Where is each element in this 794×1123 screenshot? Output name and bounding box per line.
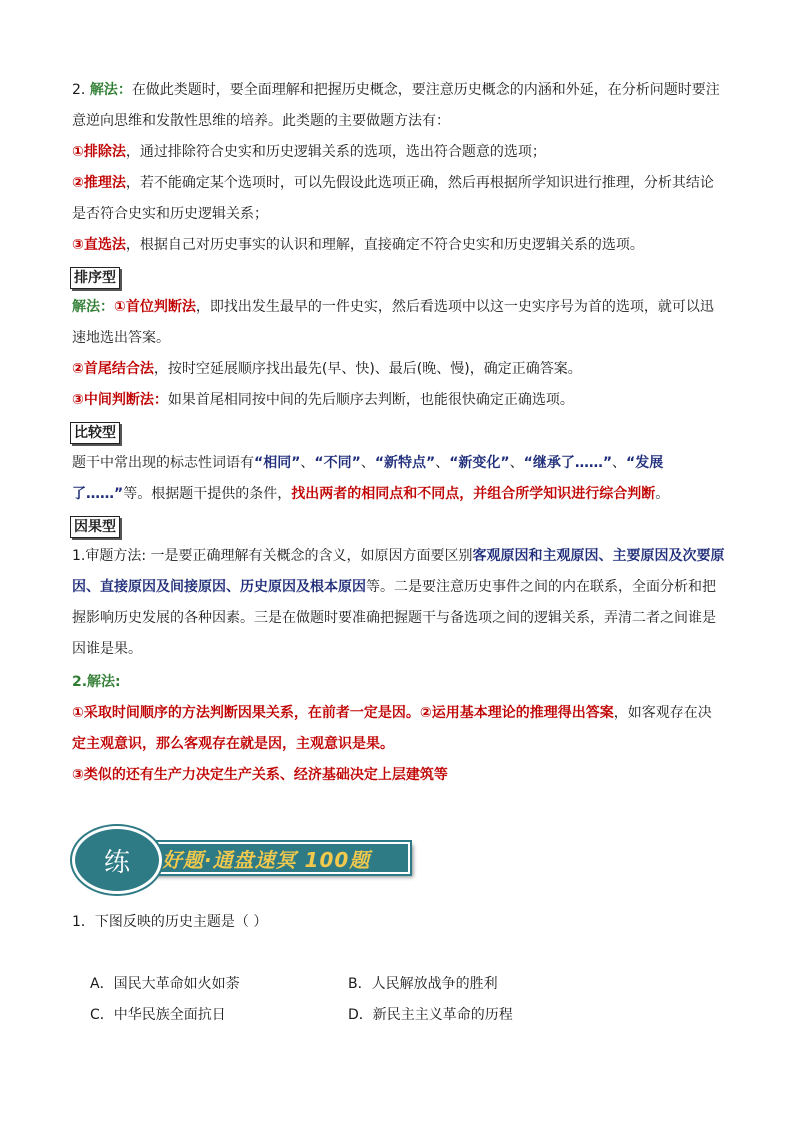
keyword: “不同” bbox=[314, 455, 361, 471]
causal-method-line-2 bbox=[72, 734, 394, 754]
causal-line-1 bbox=[72, 546, 725, 566]
text: 因谁是果。 bbox=[72, 641, 142, 657]
comparison-line-2 bbox=[72, 484, 669, 504]
method-label: ③中间判断法： bbox=[72, 392, 168, 408]
section-label-sorting: 排序型 bbox=[70, 267, 120, 289]
text: 在做此类题时，要全面理解和把握历史概念，要注意历史概念的内涵和外延，在分析问题时要注 bbox=[131, 82, 720, 98]
separator: 、 bbox=[612, 455, 627, 471]
text: 1.审题方法: 一是要正确理解有关概念的含义，如原因方面要区别 bbox=[72, 548, 473, 564]
keyword: 了……” bbox=[72, 486, 124, 502]
highlight-text: ③类似的还有生产力决定生产关系、经济基础决定上层建筑等 bbox=[72, 767, 448, 783]
separator: 、 bbox=[300, 455, 315, 471]
section-label-comparison: 比较型 bbox=[70, 422, 120, 444]
text: ，即找出发生最早的一件史实，然后看选项中以这一史实序号为首的选项，就可以迅 bbox=[195, 299, 714, 315]
text: ，根据自己对历史事实的认识和理解，直接确定不符合史实和历史逻辑关系的选项。 bbox=[125, 237, 644, 253]
text: 握影响历史发展的各种因素。三是在做题时要准确把握题干与备选项之间的逻辑关系，弄清二者之间谁是 bbox=[72, 610, 716, 626]
method-label: ②首尾结合法 bbox=[72, 361, 154, 377]
method-heading: 解法： bbox=[72, 299, 114, 315]
keyword: “发展 bbox=[626, 455, 664, 471]
method-heading: 2.解法: bbox=[72, 674, 121, 690]
colon: ： bbox=[117, 82, 132, 98]
method-exclusion bbox=[72, 142, 546, 162]
method-direct bbox=[72, 235, 644, 255]
option-d[interactable]: D．新民主主义革命的历程 bbox=[348, 1007, 513, 1023]
text: ，如客观存在决 bbox=[613, 705, 712, 721]
causal-method-heading bbox=[72, 672, 121, 692]
text: 如果首尾相同按中间的先后顺序去判断，也能很快确定正确选项。 bbox=[167, 392, 574, 408]
highlight-text: 找出两者的相同点和不同点，并组合所学知识进行综合判断 bbox=[291, 486, 656, 502]
keyword: “继承了……” bbox=[523, 455, 613, 471]
separator: 、 bbox=[435, 455, 450, 471]
text: 等。二是要注意历史事件之间的内在联系，全面分析和把 bbox=[366, 579, 716, 595]
text: 速地选出答案。 bbox=[72, 330, 170, 346]
text: ，若不能确定某个选项时，可以先假设此选项正确，然后再根据所学知识进行推理，分析其结论 bbox=[125, 175, 714, 191]
option-c[interactable]: C．中华民族全面抗日 bbox=[90, 1007, 226, 1023]
sorting-line-3 bbox=[72, 359, 582, 379]
text: 。 bbox=[655, 486, 670, 502]
practice-ribbon-title: 好题·通盘速冥 100题 bbox=[142, 842, 410, 874]
question-stem bbox=[72, 912, 267, 932]
text: 意逆向思维和发散性思维的培养。此类题的主要做题方法有： bbox=[72, 113, 450, 129]
option-a[interactable]: A．国民大革命如火如荼 bbox=[90, 976, 240, 992]
text: ，按时空延展顺序找出最先(早、快)、最后(晚、慢)，确定正确答案。 bbox=[153, 361, 582, 377]
keyword: “相同” bbox=[254, 455, 301, 471]
comparison-line-1 bbox=[72, 453, 663, 473]
causal-method-line-1 bbox=[72, 703, 712, 723]
highlight-text: ①采取时间顺序的方法判断因果关系，在前者一定是因。②运用基本理论的推理得出答案 bbox=[72, 705, 614, 721]
practice-banner bbox=[72, 826, 412, 892]
causal-line-2 bbox=[72, 577, 716, 597]
keyword: “新变化” bbox=[449, 455, 510, 471]
method-label: ③直选法 bbox=[72, 237, 126, 253]
text: 题干中常出现的标志性词语有 bbox=[72, 455, 254, 471]
sorting-line-1 bbox=[72, 297, 714, 317]
sorting-line-2 bbox=[72, 328, 170, 348]
causal-method-line-3 bbox=[72, 765, 448, 785]
option-b[interactable]: B．人民解放战争的胜利 bbox=[348, 976, 498, 992]
method-inference-cont bbox=[72, 204, 268, 224]
keyword: 因、直接原因及间接原因、历史原因及根本原因 bbox=[72, 579, 366, 595]
question-text: 1．下图反映的历史主题是（ ） bbox=[72, 914, 268, 930]
practice-badge: 练 bbox=[72, 826, 162, 894]
text: 等。根据题干提供的条件， bbox=[123, 486, 292, 502]
causal-line-3 bbox=[72, 608, 716, 628]
item-number: 2. bbox=[72, 82, 86, 98]
section-label-causal: 因果型 bbox=[70, 516, 120, 538]
causal-line-4 bbox=[72, 639, 142, 659]
paragraph-method-intro-1 bbox=[72, 80, 720, 100]
separator: 、 bbox=[509, 455, 524, 471]
keyword: “新特点” bbox=[374, 455, 436, 471]
method-label: ②推理法 bbox=[72, 175, 126, 191]
separator: 、 bbox=[360, 455, 375, 471]
method-heading: 解法 bbox=[89, 82, 118, 98]
method-inference bbox=[72, 173, 714, 193]
paragraph-method-intro-2 bbox=[72, 111, 450, 131]
method-label: ①首位判断法 bbox=[114, 299, 196, 315]
sorting-line-4 bbox=[72, 390, 574, 410]
text: ，通过排除符合史实和历史逻辑关系的选项，选出符合题意的选项； bbox=[125, 144, 546, 160]
text: 是否符合史实和历史逻辑关系； bbox=[72, 206, 268, 222]
highlight-text: 定主观意识，那么客观存在就是因，主观意识是果。 bbox=[72, 736, 394, 752]
keyword: 客观原因和主观原因、主要原因及次要原 bbox=[472, 548, 725, 564]
method-label: ①排除法 bbox=[72, 144, 126, 160]
